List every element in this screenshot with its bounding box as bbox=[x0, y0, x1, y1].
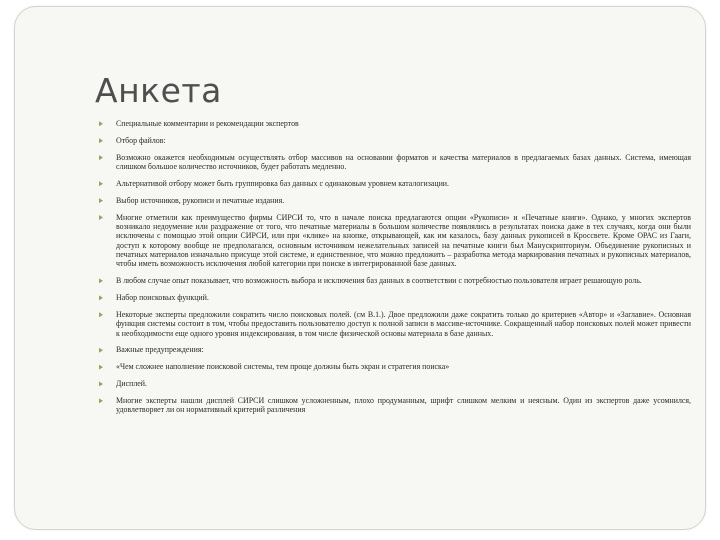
list-item-text: В любом случае опыт показывает, что возможность выбора и исключения баз данных в соответствии с потребностью пользователя играет решающую роль. bbox=[116, 276, 642, 286]
triangle-bullet-icon bbox=[99, 312, 103, 317]
list-item bbox=[99, 276, 691, 285]
list-item bbox=[99, 213, 691, 269]
list-item bbox=[99, 379, 691, 388]
list-item bbox=[99, 136, 691, 145]
triangle-bullet-icon bbox=[99, 295, 103, 300]
triangle-bullet-icon bbox=[99, 155, 103, 160]
triangle-bullet-icon bbox=[99, 381, 103, 386]
triangle-bullet-icon bbox=[99, 365, 103, 370]
list-item-text: Набор поисковых функций. bbox=[116, 293, 209, 303]
list-item bbox=[99, 119, 691, 128]
list-item-text: Специальные комментарии и рекомендации экспертов bbox=[116, 119, 299, 128]
list-item bbox=[99, 153, 691, 172]
list-item-text: «Чем сложнее наполнение поисковой системы, тем проще должны быть экран и стратегия поиска» bbox=[116, 362, 450, 372]
list-item-text: Возможно окажется необходимым осуществлять отбор массивов на основании форматов и качества материалов в предлагаемых базах данных. Система, имеющая слишком большое количество источников, будет работать медленно. bbox=[116, 152, 691, 172]
list-item-text: Альтернативой отбору может быть группировка баз данных с одинаковым уровнем каталогизации. bbox=[116, 178, 449, 188]
slide bbox=[14, 6, 706, 530]
triangle-bullet-icon bbox=[99, 398, 103, 403]
list-item-text: Многие отметили как преимущество фирмы СИРСИ то, что в начале поиска предлагаются опции «Рукописи» и «Печатные книги». Однако, у многих экспертов возникало недоумение или раздражение от того, что печатные материалы в большом количестве появлялись в результатах поиска даже в тех случаях, когда они были исключены с помощью этой опции СИРСИ, или при «клике» на кнопке, открывающей, как им казалось, базу данных рукописей в Кроссвете. Кроме ОРАС из Гааги, доступ к которому вообще не предполагался, основным источником нежелательных записей на печатные книги был Манускрипториум. Объединение рукописных и печатных материалов изначально присуще этой системе, и единственное, что можно предложить – разработка метода маркирования печатных и рукописных материалов, чтобы иметь возможность исключения любой категории при поиске в интегрированной базе данных. bbox=[116, 212, 691, 269]
list-item bbox=[99, 179, 691, 188]
triangle-bullet-icon bbox=[99, 181, 103, 186]
triangle-bullet-icon bbox=[99, 138, 103, 143]
list-item-text: Некоторые эксперты предложили сократить число поисковых полей. (см В.1.). Двое предложили даже сократить только до критериев «Автор» и «Заглавие». Основная функция системы состоит в том, чтобы предоставить пользователю доступ к полной записи в массиве-источнике. Сокращенный набор поисковых полей может привести к необходимости еще одного уровня индексирования, в том числе физической основы материала в базе данных. bbox=[116, 309, 691, 338]
list-item bbox=[99, 293, 691, 302]
list-item-text: Отбор файлов: bbox=[116, 135, 166, 145]
list-item-text: Выбор источников, рукописи и печатные издания. bbox=[116, 195, 285, 205]
list-item-text: Дисплей. bbox=[116, 379, 147, 389]
list-item bbox=[99, 310, 691, 338]
list-item-text: Важные предупреждения: bbox=[116, 345, 204, 355]
triangle-bullet-icon bbox=[99, 215, 103, 220]
list-item bbox=[99, 396, 691, 415]
list-item bbox=[99, 345, 691, 354]
list-item bbox=[99, 196, 691, 205]
list-item bbox=[99, 362, 691, 371]
triangle-bullet-icon bbox=[99, 348, 103, 353]
list-item-text: Многие эксперты нашли дисплей СИРСИ слишком усложненным, плохо продуманным, шрифт слишком мелким и неясным. Один из экспертов даже усомнился, удовлетворяет ли он нормативный критерий различения bbox=[116, 396, 691, 415]
slide-title: Анкета bbox=[95, 71, 222, 110]
bullet-list bbox=[99, 119, 691, 422]
triangle-bullet-icon bbox=[99, 278, 103, 283]
triangle-bullet-icon bbox=[99, 198, 103, 203]
triangle-bullet-icon bbox=[99, 121, 103, 126]
